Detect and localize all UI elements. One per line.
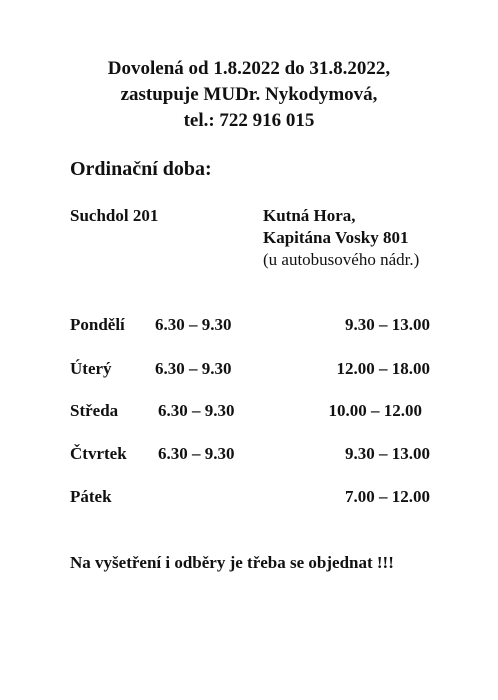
suchdol-hours: 6.30 – 9.30 (158, 401, 235, 420)
kutna-hora-hours: 9.30 – 13.00 (345, 444, 430, 463)
day-label: Středa (70, 401, 119, 420)
hours-heading: Ordinační doba: (70, 158, 212, 180)
schedule-row-monday (70, 315, 430, 337)
vacation-notice (0, 56, 498, 134)
schedule-row-thursday (70, 444, 430, 466)
kutna-hora-hours: 10.00 – 12.00 (328, 401, 422, 420)
kutna-hora-hours: 12.00 – 18.00 (336, 359, 430, 378)
schedule-row-friday (70, 487, 430, 509)
kutna-hora-hours: 7.00 – 12.00 (345, 487, 430, 506)
schedule-row-wednesday (70, 401, 430, 423)
substitute-doctor: zastupuje MUDr. Nykodymová, (120, 84, 378, 105)
location-kutna-hora-street: Kapitána Vosky 801 (263, 228, 409, 247)
day-label: Pátek (70, 487, 112, 506)
appointment-notice: Na vyšetření i odběry je třeba se objednat !!! (70, 553, 394, 572)
location-kutna-hora-note: (u autobusového nádr.) (263, 250, 420, 269)
location-suchdol: Suchdol 201 (70, 206, 159, 225)
schedule-row-tuesday (70, 359, 430, 381)
suchdol-hours: 6.30 – 9.30 (155, 359, 232, 378)
day-label: Čtvrtek (70, 444, 127, 463)
suchdol-hours: 6.30 – 9.30 (158, 444, 235, 463)
kutna-hora-hours: 9.30 – 13.00 (345, 315, 430, 334)
location-kutna-hora-city: Kutná Hora, (263, 206, 356, 225)
phone-number: tel.: 722 916 015 (183, 110, 315, 131)
suchdol-hours: 6.30 – 9.30 (155, 315, 232, 334)
vacation-dates: Dovolená od 1.8.2022 do 31.8.2022, (107, 58, 391, 79)
location-kutna-hora (263, 205, 419, 271)
day-label: Pondělí (70, 315, 125, 334)
day-label: Úterý (70, 359, 112, 378)
